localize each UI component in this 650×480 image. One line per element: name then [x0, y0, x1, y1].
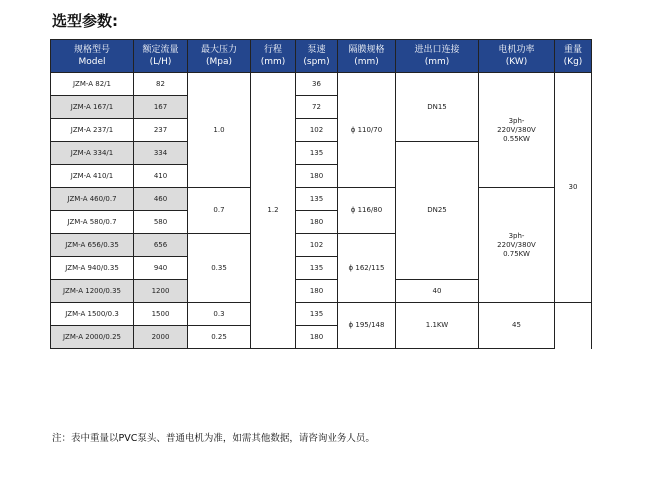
model-cell: JZM-A 237/1	[51, 119, 134, 142]
speed-cell: 180	[296, 280, 338, 303]
header-stroke: 行程 (mm)	[251, 40, 296, 73]
flow-cell: 656	[134, 234, 188, 257]
table-row	[51, 188, 592, 211]
model-cell: JZM-A 167/1	[51, 96, 134, 119]
model-cell: JZM-A 82/1	[51, 73, 134, 96]
model-cell: JZM-A 1200/0.35	[51, 280, 134, 303]
footnote: 注：表中重量以PVC泵头、普通电机为准，如需其他数据，请咨询业务人员。	[52, 433, 375, 444]
speed-cell: 180	[296, 326, 338, 349]
speed-cell: 72	[296, 96, 338, 119]
speed-cell: 180	[296, 165, 338, 188]
table-row	[51, 303, 592, 326]
speed-cell: 36	[296, 73, 338, 96]
diaphragm-cell: ϕ 110/70	[338, 73, 396, 188]
model-cell: JZM-A 1500/0.3	[51, 303, 134, 326]
weight-cell: 30	[555, 73, 592, 303]
flow-cell: 167	[134, 96, 188, 119]
speed-cell: 135	[296, 188, 338, 211]
connection-cell: DN15	[396, 73, 479, 142]
diaphragm-cell: ϕ 116/80	[338, 188, 396, 234]
table-row	[51, 73, 592, 96]
weight-cell: 40	[396, 280, 479, 303]
model-cell: JZM-A 656/0.35	[51, 234, 134, 257]
flow-cell: 1200	[134, 280, 188, 303]
speed-cell: 135	[296, 257, 338, 280]
flow-cell: 580	[134, 211, 188, 234]
header-diaphragm: 隔膜规格 (mm)	[338, 40, 396, 73]
speed-cell: 135	[296, 303, 338, 326]
motor-cell: 1.1KW	[396, 303, 479, 349]
model-cell: JZM-A 940/0.35	[51, 257, 134, 280]
page-title: 选型参数:	[52, 12, 118, 30]
pressure-cell: 0.25	[188, 326, 251, 349]
connection-cell: DN25	[396, 142, 479, 280]
weight-cell: 45	[479, 303, 555, 349]
header-pressure: 最大压力 (Mpa)	[188, 40, 251, 73]
pressure-cell: 0.3	[188, 303, 251, 326]
pressure-cell: 1.0	[188, 73, 251, 188]
header-model: 规格型号 Model	[51, 40, 134, 73]
motor-cell: 3ph- 220V/380V 0.55KW	[479, 73, 555, 188]
pressure-cell: 0.35	[188, 234, 251, 303]
model-cell: JZM-A 580/0.7	[51, 211, 134, 234]
header-connection: 进出口连接 (mm)	[396, 40, 479, 73]
stroke-cell: 1.2	[251, 73, 296, 349]
flow-cell: 82	[134, 73, 188, 96]
speed-cell: 102	[296, 119, 338, 142]
diaphragm-cell: ϕ 162/115	[338, 234, 396, 303]
header-row	[51, 40, 592, 73]
model-cell: JZM-A 460/0.7	[51, 188, 134, 211]
header-motor: 电机功率 (KW)	[479, 40, 555, 73]
model-cell: JZM-A 410/1	[51, 165, 134, 188]
motor-cell: 3ph- 220V/380V 0.75KW	[479, 188, 555, 303]
speed-cell: 102	[296, 234, 338, 257]
speed-cell: 180	[296, 211, 338, 234]
flow-cell: 410	[134, 165, 188, 188]
model-cell: JZM-A 2000/0.25	[51, 326, 134, 349]
diaphragm-cell: ϕ 195/148	[338, 303, 396, 349]
header-weight: 重量 (Kg)	[555, 40, 592, 73]
flow-cell: 334	[134, 142, 188, 165]
speed-cell: 135	[296, 142, 338, 165]
flow-cell: 2000	[134, 326, 188, 349]
spec-table	[50, 39, 592, 349]
flow-cell: 940	[134, 257, 188, 280]
flow-cell: 1500	[134, 303, 188, 326]
header-flow: 额定流量 (L/H)	[134, 40, 188, 73]
header-speed: 泵速 (spm)	[296, 40, 338, 73]
flow-cell: 460	[134, 188, 188, 211]
pressure-cell: 0.7	[188, 188, 251, 234]
flow-cell: 237	[134, 119, 188, 142]
model-cell: JZM-A 334/1	[51, 142, 134, 165]
